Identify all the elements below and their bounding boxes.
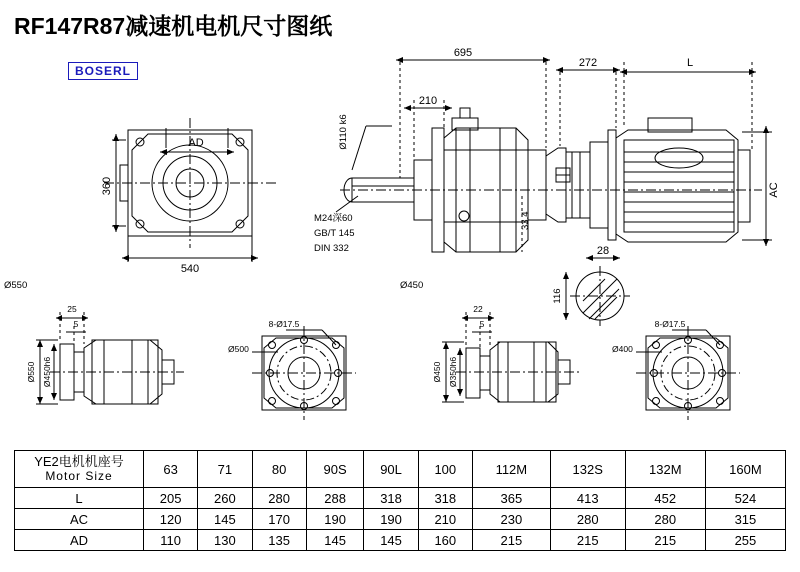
table-cell: 280 xyxy=(550,509,625,530)
motor-size-table xyxy=(14,450,786,551)
size-cell: 80 xyxy=(252,451,306,488)
holes-left: 8-Ø17.5 xyxy=(268,319,300,329)
dim-360: 360 xyxy=(101,176,113,196)
table-cell: 210 xyxy=(418,509,472,530)
label-flange-450: Ø450 xyxy=(400,280,424,291)
dim-695: 695 xyxy=(453,47,473,59)
dim-28: 28 xyxy=(596,245,610,257)
row-label-L: L xyxy=(15,488,144,509)
dim-25: 25 xyxy=(67,304,77,314)
size-cell: 160M xyxy=(705,451,785,488)
table-cell: 230 xyxy=(472,509,550,530)
size-cell: 90L xyxy=(364,451,418,488)
note-din: DIN 332 xyxy=(314,243,349,254)
table-cell: 215 xyxy=(625,530,705,551)
size-cell: 63 xyxy=(144,451,198,488)
table-cell: 280 xyxy=(625,509,705,530)
table-cell: 120 xyxy=(144,509,198,530)
table-row xyxy=(15,530,786,551)
table-cell: 110 xyxy=(144,530,198,551)
dim-210: 210 xyxy=(418,95,438,107)
table-cell: 524 xyxy=(705,488,785,509)
dim-v450: Ø450 xyxy=(432,361,442,383)
label-flange-550: Ø550 xyxy=(4,280,28,291)
size-cell: 100 xyxy=(418,451,472,488)
dim-v550: Ø550 xyxy=(26,361,36,383)
dim-116: 116 xyxy=(552,288,563,304)
dim-AD: AD xyxy=(188,137,204,149)
table-cell: 318 xyxy=(364,488,418,509)
table-cell: 280 xyxy=(252,488,306,509)
dim-v350h6: Ø350h6 xyxy=(448,356,458,388)
note-gbt: GB/T 145 xyxy=(314,228,355,239)
brand-logo: BOSERL xyxy=(68,62,138,80)
table-cell: 315 xyxy=(705,509,785,530)
table-cell: 190 xyxy=(306,509,364,530)
dim-5b: 5 xyxy=(479,319,485,329)
table-cell: 260 xyxy=(198,488,252,509)
table-cell: 145 xyxy=(198,509,252,530)
table-cell: 413 xyxy=(550,488,625,509)
header-motor-size-en: Motor Size xyxy=(45,469,113,483)
table-cell: 452 xyxy=(625,488,705,509)
table-cell: 160 xyxy=(418,530,472,551)
size-cell: 132M xyxy=(625,451,705,488)
header-motor-size-cn: YE2电机机座号 xyxy=(34,454,124,469)
row-label-AC: AC xyxy=(15,509,144,530)
circle-400: Ø400 xyxy=(612,344,633,354)
circle-500: Ø500 xyxy=(228,344,249,354)
size-cell: 132S xyxy=(550,451,625,488)
table-cell: 215 xyxy=(472,530,550,551)
size-cell: 71 xyxy=(198,451,252,488)
table-cell: 318 xyxy=(418,488,472,509)
dim-540: 540 xyxy=(180,263,200,275)
size-cell: 90S xyxy=(306,451,364,488)
row-label-AD: AD xyxy=(15,530,144,551)
table-cell: 145 xyxy=(306,530,364,551)
table-header-row xyxy=(15,451,786,488)
note-m24: M24深60 xyxy=(314,213,353,224)
table-cell: 255 xyxy=(705,530,785,551)
table-cell: 215 xyxy=(550,530,625,551)
table-cell: 170 xyxy=(252,509,306,530)
table-cell: 205 xyxy=(144,488,198,509)
table-row xyxy=(15,488,786,509)
dim-L: L xyxy=(686,57,694,69)
table-cell: 365 xyxy=(472,488,550,509)
table-cell: 130 xyxy=(198,530,252,551)
holes-right: 8-Ø17.5 xyxy=(654,319,686,329)
dim-5a: 5 xyxy=(73,319,79,329)
dim-33-4: 33.4 xyxy=(520,211,531,230)
dim-22: 22 xyxy=(473,304,483,314)
dim-AC: AC xyxy=(768,182,780,198)
size-cell: 112M xyxy=(472,451,550,488)
table-cell: 145 xyxy=(364,530,418,551)
table-cell: 135 xyxy=(252,530,306,551)
table-cell: 190 xyxy=(364,509,418,530)
header-motor-size xyxy=(15,451,144,488)
table-cell: 288 xyxy=(306,488,364,509)
table-row xyxy=(15,509,786,530)
dim-272: 272 xyxy=(578,57,598,69)
page-title: RF147R87减速机电机尺寸图纸 xyxy=(14,13,333,39)
dim-v450h6: Ø450h6 xyxy=(42,356,52,388)
dim-shaft-dia: Ø110 k6 xyxy=(338,114,349,150)
